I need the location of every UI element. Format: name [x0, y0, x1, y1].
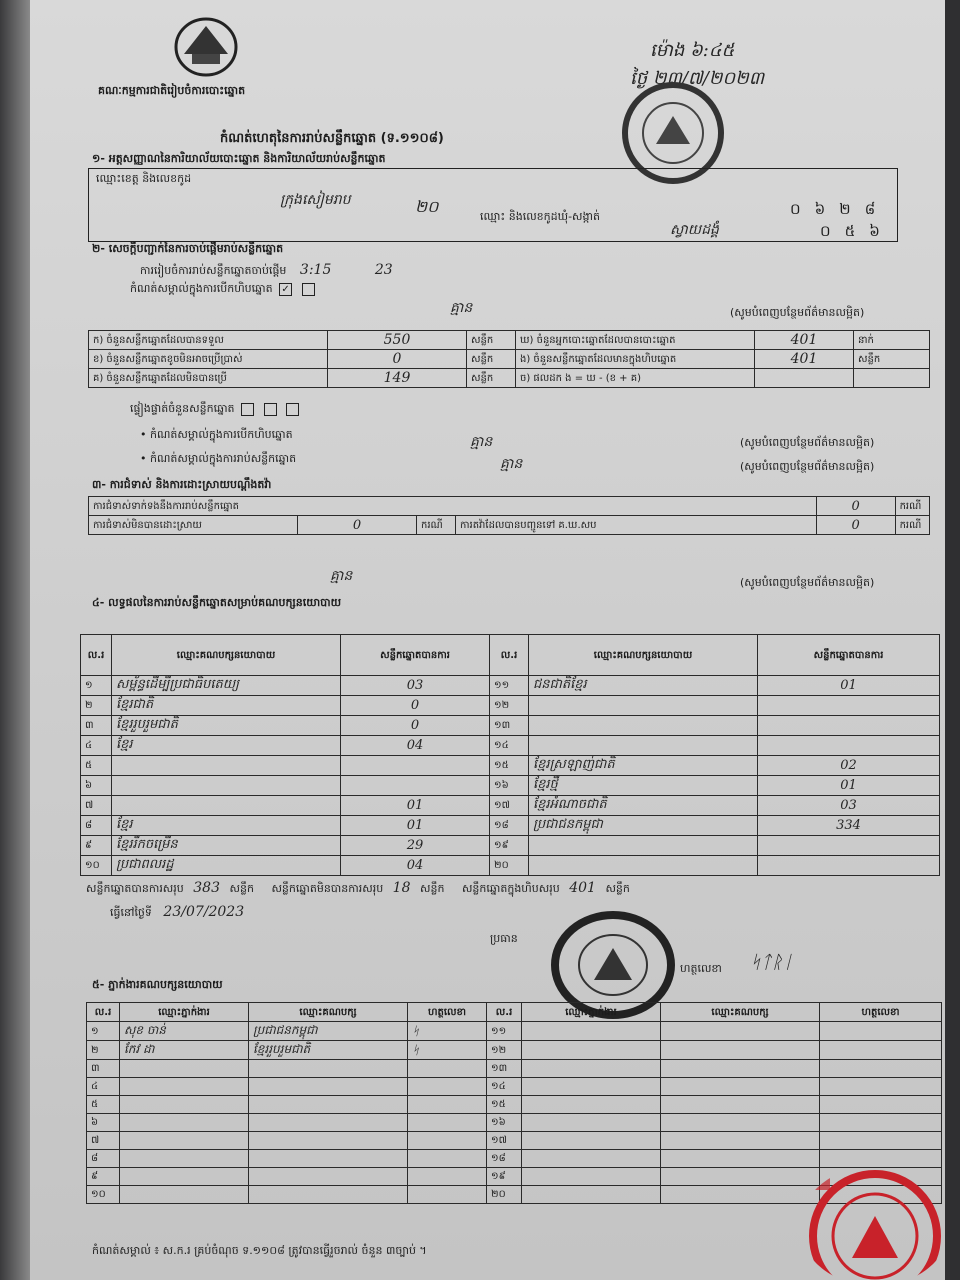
cell: ១៧ [490, 796, 529, 816]
col-no: ល.រ [490, 635, 529, 676]
cell: 0 [341, 716, 490, 736]
totals-line [86, 880, 630, 898]
cell [522, 1060, 661, 1078]
col-name: ឈ្មោះភ្នាក់ងារ [120, 1003, 249, 1022]
cell: ១៩ [487, 1168, 522, 1186]
col-no: ល.រ [487, 1003, 522, 1022]
note-date: ថ្ងៃ ២៣/៧/២០២៣ [630, 68, 765, 89]
cell [112, 776, 341, 796]
table-row [81, 756, 940, 776]
cell [820, 1114, 942, 1132]
cell [120, 1168, 249, 1186]
cell [529, 856, 758, 876]
cell: ករណី [417, 516, 456, 535]
cell: ង) ចំនួនសន្លឹកឆ្នោតដែលមានក្នុងហិបឆ្នោត [516, 350, 755, 369]
chair-label: ប្រធាន [490, 932, 518, 945]
q-line-label: កំណត់សម្គាល់ក្នុងការបើកហិបឆ្នោត [130, 282, 273, 295]
cell: ១១ [487, 1022, 522, 1041]
q-answer: គ្មាន [450, 300, 473, 316]
cell [120, 1150, 249, 1168]
sign-label: ហត្ថលេខា [680, 962, 722, 975]
emblem-icon [170, 14, 242, 80]
bullet1-answer: គ្មាន [470, 434, 493, 450]
cell [522, 1096, 661, 1114]
cell: ២០ [487, 1186, 522, 1204]
cell: 0 [328, 350, 467, 369]
cell: ១៦ [490, 776, 529, 796]
cell [112, 796, 341, 816]
cell: 0 [816, 516, 895, 535]
cell [820, 1150, 942, 1168]
cell: ប្រជាពលរដ្ឋ [112, 856, 341, 876]
bullet1: • កំណត់សម្គាល់ក្នុងការបើកហិបឆ្នោត [140, 428, 293, 441]
verify-checkbox-2[interactable] [264, 403, 277, 416]
start-date: 23 [374, 262, 393, 278]
no-checkbox[interactable] [302, 283, 315, 296]
cell: ៩ [87, 1168, 120, 1186]
cell [661, 1114, 820, 1132]
table-row [81, 816, 940, 836]
cell: ៥ [87, 1096, 120, 1114]
cell [408, 1132, 487, 1150]
table-row [81, 796, 940, 816]
table-header-row [87, 1003, 942, 1022]
cell: ១៤ [487, 1078, 522, 1096]
cell [661, 1078, 820, 1096]
table-row [81, 856, 940, 876]
cell [522, 1132, 661, 1150]
cell [854, 369, 930, 388]
table-row [81, 676, 940, 696]
bullet2-answer: គ្មាន [500, 456, 523, 472]
sign-hint-3: (សូមបំពេញបន្ថែមព័ត៌មានលម្អិត) [740, 460, 875, 473]
section3-table [88, 496, 930, 535]
table-row [89, 369, 930, 388]
table-row [81, 736, 940, 756]
cell [408, 1060, 487, 1078]
bullet2: • កំណត់សម្គាល់ក្នុងការរាប់សន្លឹកឆ្នោត [140, 452, 297, 465]
col-no: ល.រ [81, 635, 112, 676]
agents-table [86, 1002, 942, 1204]
digit: ៨ [864, 200, 890, 218]
cell [529, 696, 758, 716]
stamp-red-icon [800, 1166, 945, 1280]
cell [661, 1132, 820, 1150]
cell: ៦ [81, 776, 112, 796]
cell: ១៧ [487, 1132, 522, 1150]
cell [408, 1150, 487, 1168]
cell [661, 1060, 820, 1078]
cell: ៧ [87, 1132, 120, 1150]
section1-row1-label: ឈ្មោះខេត្ត និងលេខកូដ [96, 172, 192, 185]
cell: 01 [341, 816, 490, 836]
cell [249, 1096, 408, 1114]
results-table [80, 634, 940, 876]
table-row [87, 1078, 942, 1096]
cell: 29 [341, 836, 490, 856]
table-row [87, 1114, 942, 1132]
cell: គ) ចំនួនសន្លឹកឆ្នោតដែលមិនបានប្រើ [89, 369, 328, 388]
digit: ០ [820, 222, 845, 240]
note-time: ម៉ោង ៦:៤៥ [650, 40, 735, 61]
cell: ២ [87, 1041, 120, 1060]
cell: ១៨ [487, 1150, 522, 1168]
cell: 01 [758, 776, 940, 796]
sign-hint-2: (សូមបំពេញបន្ថែមព័ត៌មានលម្អិត) [740, 436, 875, 449]
cell: ១៨ [490, 816, 529, 836]
cell [120, 1186, 249, 1204]
cell [249, 1060, 408, 1078]
cell: 01 [758, 676, 940, 696]
chair-signature: ᛋᛏᚱᛁ [750, 952, 794, 973]
cell: ៧ [81, 796, 112, 816]
total-box: 401 [569, 880, 596, 896]
cell: ᛋ [408, 1041, 487, 1060]
cell: 02 [758, 756, 940, 776]
cell: 401 [755, 331, 854, 350]
cell: ១៤ [490, 736, 529, 756]
cell: 0 [816, 497, 895, 516]
table-row [87, 1168, 942, 1186]
table-row [89, 497, 930, 516]
q-line [130, 282, 318, 298]
col-sign: ហត្ថលេខា [408, 1003, 487, 1022]
table-row [81, 836, 940, 856]
cell: ប្រជាជនកម្ពុជា [249, 1022, 408, 1041]
cell: ខ្មែររួបរួមជាតិ [112, 716, 341, 736]
cell [120, 1096, 249, 1114]
verify-checkbox-3[interactable] [286, 403, 299, 416]
section2-title: ២- សេចក្ដីបញ្ជាក់នៃការចាប់ផ្ដើមរាប់សន្លឹកឆ្នោត [92, 242, 284, 255]
cell [249, 1186, 408, 1204]
cell: 334 [758, 816, 940, 836]
cell [529, 736, 758, 756]
bullet1-label: កំណត់សម្គាល់ក្នុងការបើកហិបឆ្នោត [150, 428, 293, 441]
total-unit: សន្លឹក [605, 882, 630, 895]
cell: ខ្មែរ [112, 816, 341, 836]
cell: ១ [81, 676, 112, 696]
start-time: 3:15 [299, 262, 332, 278]
cell: ខ្មែរ [112, 736, 341, 756]
cell [661, 1168, 820, 1186]
cell [758, 696, 940, 716]
cell [120, 1132, 249, 1150]
cell: ១៥ [487, 1096, 522, 1114]
cell: 149 [328, 369, 467, 388]
cell: ការជំទាស់មិនបានដោះស្រាយ [89, 516, 298, 535]
col-name: ឈ្មោះភ្នាក់ងារ [522, 1003, 661, 1022]
section1-row2-value: ស្វាយដង្គំ [670, 222, 719, 238]
agents-body [87, 1022, 942, 1204]
committee-name: គណៈកម្មការជាតិរៀបចំការបោះឆ្នោត [98, 84, 246, 97]
col-sign: ហត្ថលេខា [820, 1003, 942, 1022]
start-line [140, 262, 393, 280]
cell [661, 1150, 820, 1168]
cell: 0 [298, 516, 417, 535]
cell: ៣ [87, 1060, 120, 1078]
section1-row1-name: ឈ្មោះ និងលេខកូដឃុំ-សង្កាត់ [480, 210, 600, 223]
col-party: ឈ្មោះគណបក្សនយោបាយ [112, 635, 341, 676]
sign-hint-4: (សូមបំពេញបន្ថែមព័ត៌មានលម្អិត) [740, 576, 875, 589]
cell [249, 1150, 408, 1168]
cell: ឃ) ចំនួនអ្នកបោះឆ្នោតដែលបានបោះឆ្នោត [516, 331, 755, 350]
cell: ក) ចំនួនសន្លឹកឆ្នោតដែលបានទទួល [89, 331, 328, 350]
cell: ១៥ [490, 756, 529, 776]
cell: ខ្មែររីកចម្រើន [112, 836, 341, 856]
cell [522, 1114, 661, 1132]
section1-row1-code: ២០ [415, 197, 439, 216]
cell [408, 1114, 487, 1132]
cell [820, 1132, 942, 1150]
total-unit: សន្លឹក [229, 882, 254, 895]
cell [661, 1041, 820, 1060]
cell: ខ្មែរអំណាចជាតិ [529, 796, 758, 816]
cell [529, 836, 758, 856]
digit: ៦ [814, 200, 840, 218]
cell [112, 756, 341, 776]
section1-digits1 [790, 200, 889, 222]
table-row [87, 1096, 942, 1114]
cell [522, 1022, 661, 1041]
cell [820, 1096, 942, 1114]
section4-title: ៤- លទ្ធផលនៃការរាប់សន្លឹកឆ្នោតសម្រាប់គណបក្សនយោបាយ [92, 596, 342, 609]
table-row [89, 516, 930, 535]
cell [758, 736, 940, 756]
cell: ១០ [81, 856, 112, 876]
section1-row1-value: ក្រុងសៀមរាប [280, 192, 351, 208]
cell [341, 776, 490, 796]
cell: ១០ [87, 1186, 120, 1204]
cell [408, 1186, 487, 1204]
date-label: ធ្វើនៅថ្ងៃទី [110, 906, 152, 919]
table-row [87, 1060, 942, 1078]
cell [820, 1041, 942, 1060]
cell: ខ្មែររួបរួមជាតិ [249, 1041, 408, 1060]
cell: ១ [87, 1022, 120, 1041]
total-invalid-label: សន្លឹកឆ្នោតមិនបានការសរុប [271, 882, 384, 895]
col-votes: សន្លឹកឆ្នោតបានការ [758, 635, 940, 676]
cell: សម្ព័ន្ធដើម្បីប្រជាធិបតេយ្យ [112, 676, 341, 696]
cell: ១៣ [490, 716, 529, 736]
cell [341, 756, 490, 776]
cell: កែវ ដា [120, 1041, 249, 1060]
table-row [87, 1022, 942, 1041]
cell [408, 1168, 487, 1186]
cell: ៥ [81, 756, 112, 776]
date-value: 23/07/2023 [163, 904, 245, 920]
col-party: ឈ្មោះគណបក្ស [249, 1003, 408, 1022]
cell: ៤ [87, 1078, 120, 1096]
cell [522, 1186, 661, 1204]
cell [758, 836, 940, 856]
total-box-label: សន្លឹកឆ្នោតក្នុងហិបសរុប [461, 882, 560, 895]
section3-title: ៣- ការជំទាស់ និងការដោះស្រាយបណ្ដឹងតវ៉ា [92, 478, 272, 491]
footer-note: កំណត់សម្គាល់ ៖ ស.ក.រ គ្រប់ចំណុច ទ.១១០៨ ត្រូវបានធ្វើរួចរាល់ ចំនួន ៣ច្បាប់ ។ [92, 1244, 427, 1257]
cell: ករណី [895, 497, 929, 516]
table-row [87, 1041, 942, 1060]
cell: ១៦ [487, 1114, 522, 1132]
cell: ខ្មែរថ្មី [529, 776, 758, 796]
table-header-row [81, 635, 940, 676]
start-line-label: ការរៀបចំការរាប់សន្លឹកឆ្នោតចាប់ផ្ដើម [140, 264, 287, 277]
cell: សន្លឹក [467, 369, 516, 388]
cell: ᛋ [408, 1022, 487, 1041]
cell: ច) ផលដក ង = ឃ - (ខ + គ) [516, 369, 755, 388]
cell: ២០ [490, 856, 529, 876]
table-row [81, 696, 940, 716]
cell [249, 1168, 408, 1186]
cell [661, 1186, 820, 1204]
cell: ៦ [87, 1114, 120, 1132]
section3-answer: គ្មាន [330, 568, 353, 584]
results-body [81, 676, 940, 876]
section1-box [88, 168, 898, 242]
cell: ប្រជាជនកម្ពុជា [529, 816, 758, 836]
cell [408, 1096, 487, 1114]
cell: សន្លឹក [467, 350, 516, 369]
col-no: ល.រ [87, 1003, 120, 1022]
cell: ១១ [490, 676, 529, 696]
section1-digits2 [820, 222, 894, 244]
cell [758, 716, 940, 736]
cell: សន្លឹក [467, 331, 516, 350]
cell: 04 [341, 856, 490, 876]
table-row [81, 716, 940, 736]
cell: ខ) ចំនួនសន្លឹកឆ្នោតខូចមិនអាចប្រើប្រាស់ [89, 350, 328, 369]
cell: ១២ [487, 1041, 522, 1060]
cell: ៨ [81, 816, 112, 836]
cell [820, 1022, 942, 1041]
form-sheet [30, 0, 945, 1280]
cell: ១២ [490, 696, 529, 716]
cell: សន្លឹក [854, 350, 930, 369]
section5-title: ៥- ភ្នាក់ងារគណបក្សនយោបាយ [92, 978, 223, 991]
cell [120, 1060, 249, 1078]
cell: 0 [341, 696, 490, 716]
col-party: ឈ្មោះគណបក្ស [661, 1003, 820, 1022]
verify-line [130, 402, 302, 418]
cell: សុខ ចាន់ [120, 1022, 249, 1041]
table-row [89, 350, 930, 369]
col-votes: សន្លឹកឆ្នោតបានការ [341, 635, 490, 676]
total-valid-label: សន្លឹកឆ្នោតបានការសរុប [86, 882, 184, 895]
digit: ០ [790, 200, 815, 218]
cell: ៤ [81, 736, 112, 756]
verify-checkbox-1[interactable] [241, 403, 254, 416]
cell: នាក់ [854, 331, 930, 350]
cell: ករណី [895, 516, 929, 535]
table-row [89, 331, 930, 350]
digit: ៦ [869, 222, 894, 240]
cell [820, 1078, 942, 1096]
digit: ២ [839, 200, 865, 218]
cell: ខ្មែរស្រឡាញ់ជាតិ [529, 756, 758, 776]
section1-title: ១- អត្តសញ្ញាណនៃការិយាល័យបោះឆ្នោត និងការិយាល័យរាប់សន្លឹកឆ្នោត [92, 152, 386, 165]
cell: 03 [341, 676, 490, 696]
cell: ៨ [87, 1150, 120, 1168]
date-line [110, 904, 244, 922]
cell: ការជំទាស់ទាក់ទងនឹងការរាប់សន្លឹកឆ្នោត [89, 497, 817, 516]
cell: 401 [755, 350, 854, 369]
cell [755, 369, 854, 388]
cell: 03 [758, 796, 940, 816]
form-title: កំណត់ហេតុនៃការរាប់សន្លឹកឆ្នោត (ទ.១១០៨) [220, 131, 444, 146]
cell [408, 1078, 487, 1096]
cell: ១៩ [490, 836, 529, 856]
total-unit: សន្លឹក [420, 882, 445, 895]
cell [249, 1078, 408, 1096]
digit: ៥ [844, 222, 870, 240]
cell [249, 1132, 408, 1150]
cell [522, 1168, 661, 1186]
cell [522, 1078, 661, 1096]
cell: ២ [81, 696, 112, 716]
section2-table [88, 330, 930, 388]
col-party: ឈ្មោះគណបក្សនយោបាយ [529, 635, 758, 676]
cell: ៩ [81, 836, 112, 856]
cell [820, 1060, 942, 1078]
cell: ១៣ [487, 1060, 522, 1078]
cell [661, 1022, 820, 1041]
cell: 01 [341, 796, 490, 816]
cell [120, 1078, 249, 1096]
cell: ខ្មែរជាតិ [112, 696, 341, 716]
cell [758, 856, 940, 876]
table-row [87, 1132, 942, 1150]
sign-hint-1: (សូមបំពេញបន្ថែមព័ត៌មានលម្អិត) [730, 306, 865, 319]
bullet2-label: កំណត់សម្គាល់ក្នុងការរាប់សន្លឹកឆ្នោត [150, 452, 297, 465]
cell [249, 1114, 408, 1132]
table-row [87, 1150, 942, 1168]
cell: 550 [328, 331, 467, 350]
cell: ជនជាតិខ្មែរ [529, 676, 758, 696]
total-invalid: 18 [392, 880, 411, 896]
cell [120, 1114, 249, 1132]
table-row [81, 776, 940, 796]
cell: ៣ [81, 716, 112, 736]
total-valid: 383 [193, 880, 220, 896]
cell [522, 1150, 661, 1168]
cell: ការតវ៉ាដែលបានបញ្ជូនទៅ គ.ឃ.សប [456, 516, 817, 535]
cell [661, 1096, 820, 1114]
verify-label: ផ្ទៀងផ្ទាត់ចំនួនសន្លឹកឆ្នោត [130, 402, 235, 415]
yes-checkbox[interactable]: ✓ [279, 283, 292, 296]
cell [529, 716, 758, 736]
cell: 04 [341, 736, 490, 756]
cell [522, 1041, 661, 1060]
